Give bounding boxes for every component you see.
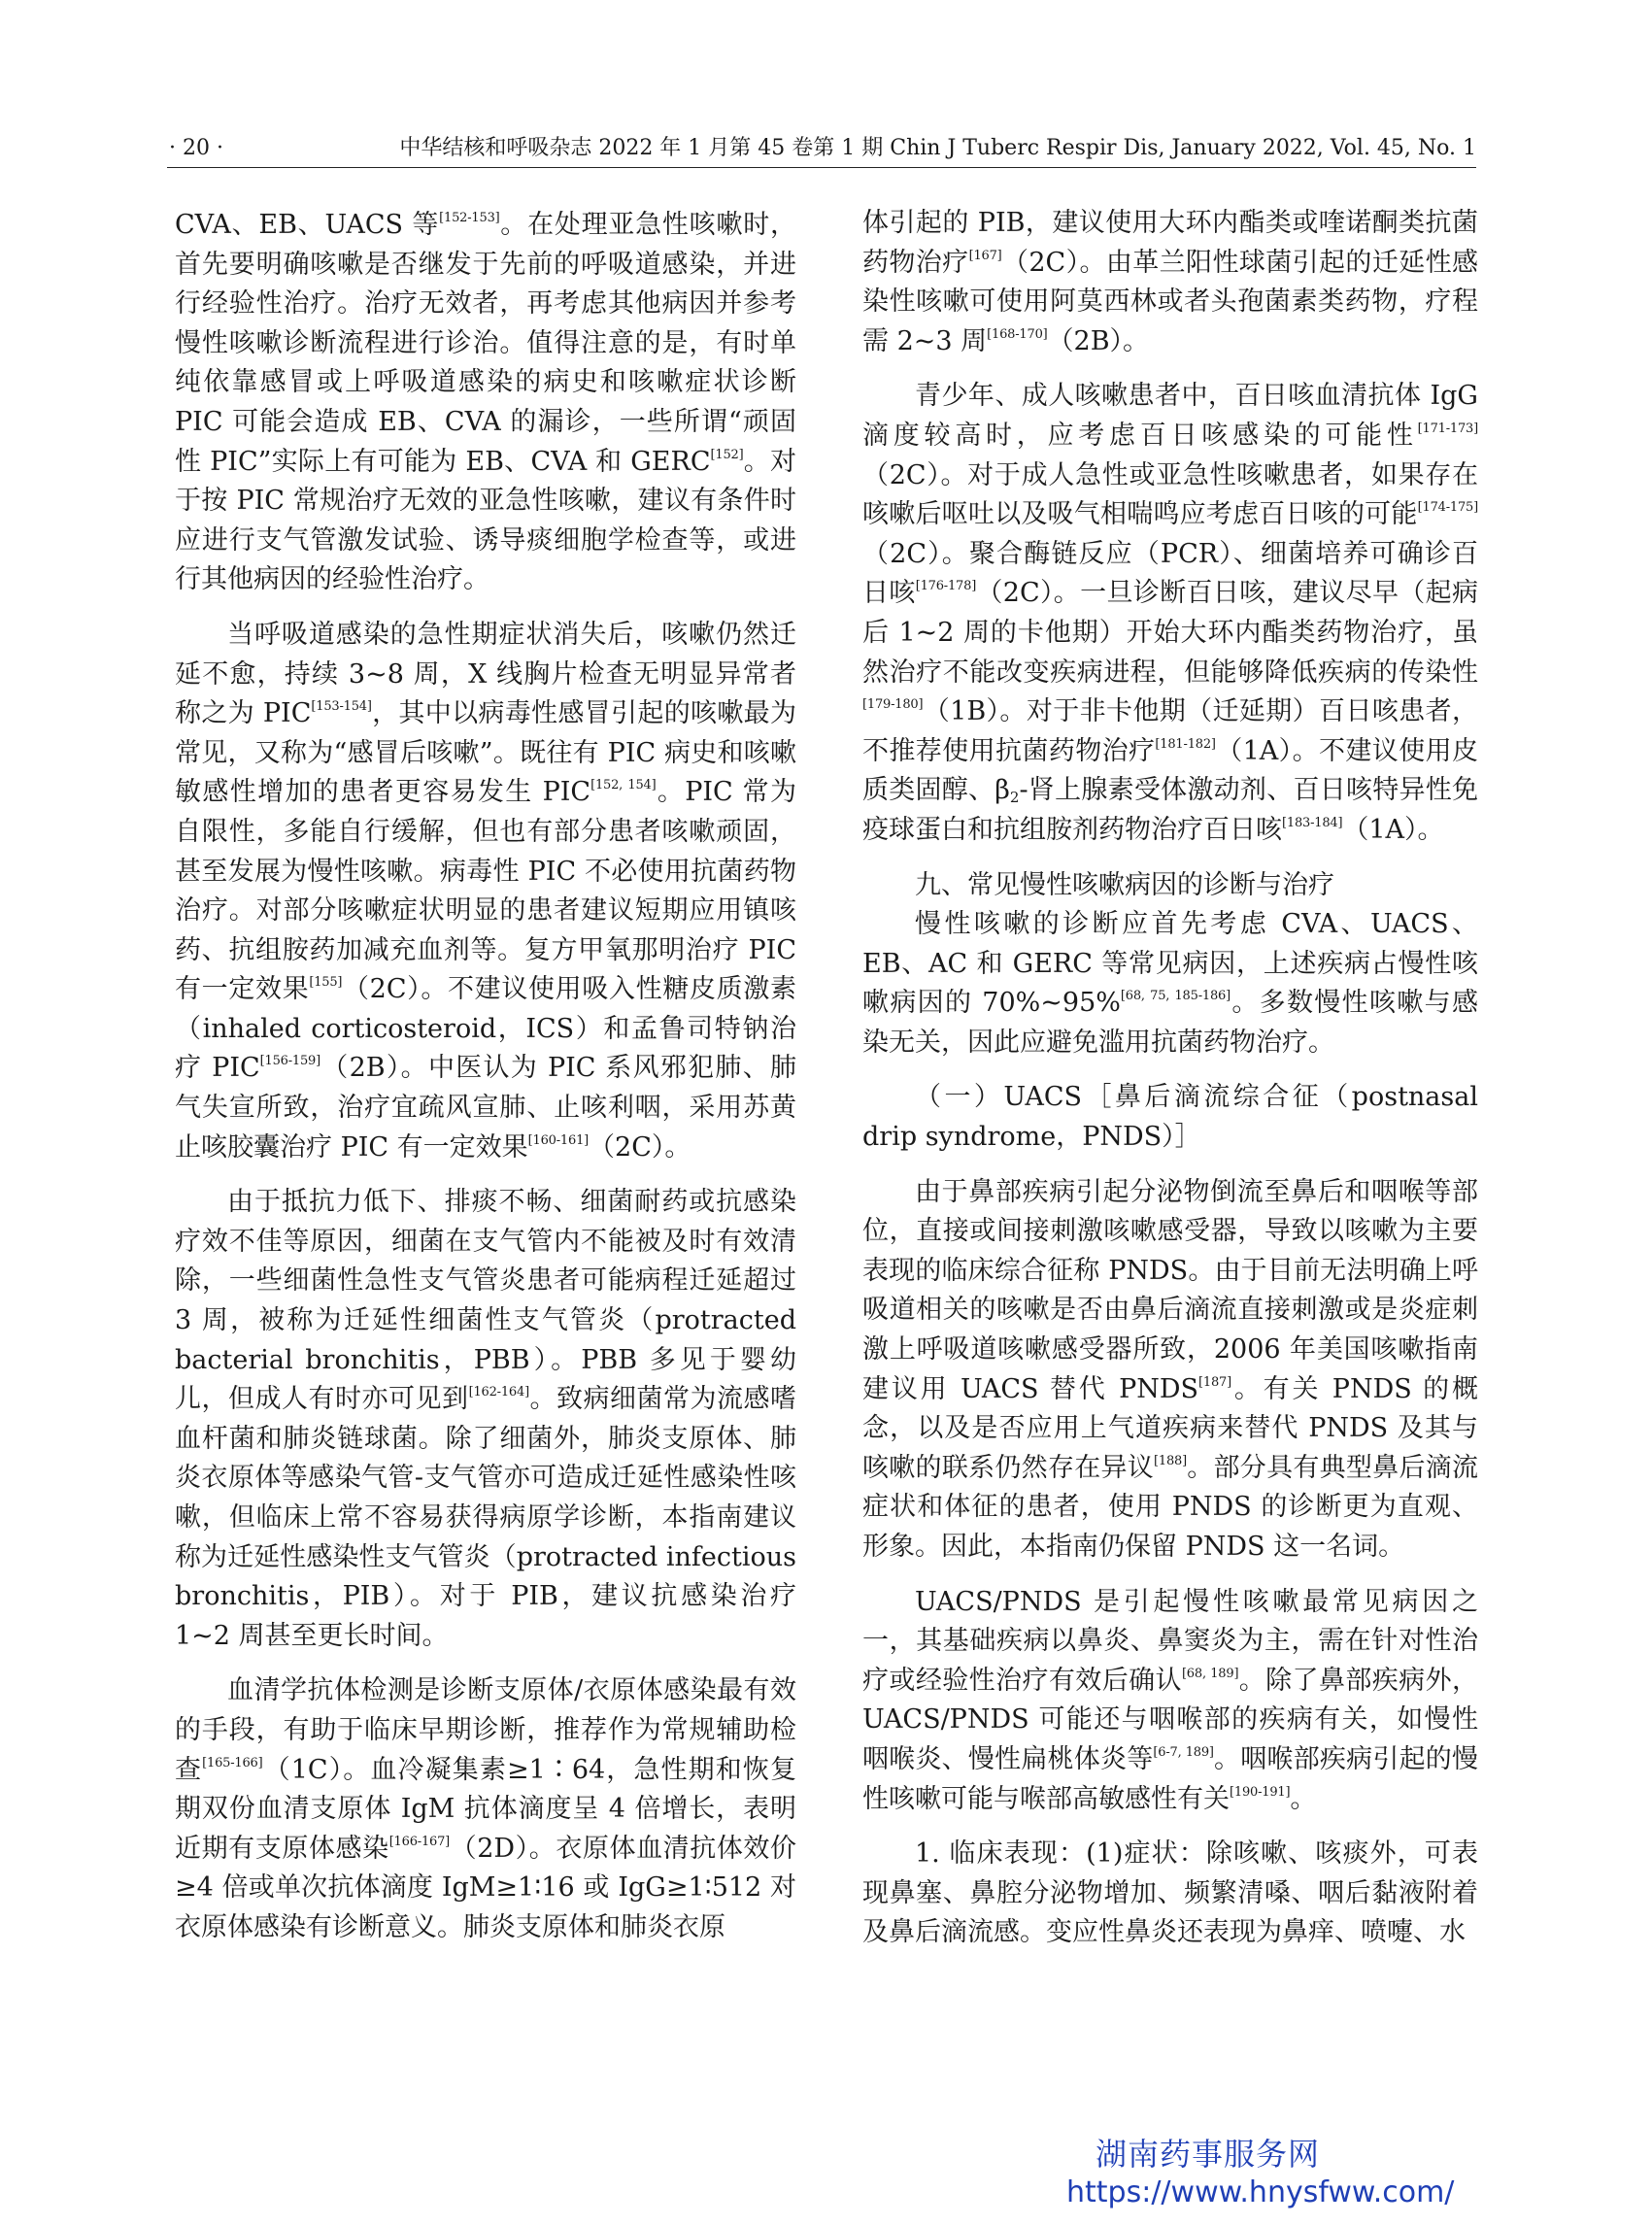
citation-ref: [166-167] (388, 1834, 451, 1849)
citation-ref: [153-154] (311, 699, 372, 715)
body-text: （1A）。 (1342, 814, 1444, 845)
citation-ref: [174-175] (1417, 500, 1478, 516)
paragraph (862, 866, 1478, 906)
body-text: （1B）。对于非卡他期（迁延期）百日咳患者，不推荐使用抗菌药物治疗 (862, 696, 1478, 766)
body-text: （2C）。聚合酶链反应（PCR）、细菌培养可确诊百日咳 (862, 538, 1478, 609)
body-text: 慢性咳嗽的诊断应首先考虑 CVA、UACS、EB、AC 和 GERC 等常见病因，上述疾病占慢性咳嗽病因的 70%~95% (862, 909, 1478, 1019)
body-text: （1C）。血冷凝集素≥1∶64，急性期和恢复期双份血清支原体 IgM 抗体滴度呈 4 倍增长，表明近期有支原体感染 (175, 1754, 797, 1864)
body-text: 当呼吸道感染的急性期症状消失后，咳嗽仍然迁延不愈，持续 3~8 周，X 线胸片检查无明显异常者称之为 PIC (175, 619, 796, 729)
body-text: （1A）。不建议使用皮质类固醇、β (862, 735, 1478, 806)
watermark-site-name: 湖南药事服务网 (1096, 2136, 1321, 2173)
journal-citation: 中华结核和呼吸杂志 2022 年 1 月第 45 卷第 1 期 Chin J Tuberc Respir Dis, January 2022, Vol. 45, No. 1 (399, 136, 1476, 160)
citation-ref: [68, 75, 185-186] (1120, 989, 1231, 1004)
citation-ref: [165-166] (202, 1755, 263, 1770)
paragraph (175, 206, 796, 600)
paragraph (862, 377, 1478, 850)
page-number: · 20 · (169, 136, 223, 160)
watermark-url: https://www.hnysfww.com/ (1066, 2175, 1455, 2209)
body-text: （2C）。不建议使用吸入性糖皮质激素（inhaled corticosteroid，ICS）和孟鲁司特钠治疗 PIC (175, 974, 796, 1084)
body-text: 由于鼻部疾病引起分泌物倒流至鼻后和咽喉等部位，直接或间接刺激咳嗽感受器，导致以咳嗽为主要表现的临床综合征称 PNDS。由于目前无法明确上呼吸道相关的咳嗽是否由鼻后滴流直接刺激或是炎症刺激上呼吸道咳嗽感受器所致，2006 年美国咳嗽指南建议用 UACS 替代 PNDS (862, 1176, 1478, 1404)
citation-ref: [171-173] (1417, 421, 1478, 436)
body-text: UACS/PNDS 是引起慢性咳嗽最常见病因之一，其基础疾病以鼻炎、鼻窦炎为主，需在针对性治疗或经验性治疗有效后确认 (862, 1586, 1478, 1696)
body-text: （一）UACS［鼻后滴流综合征（postnasal drip syndrome，PNDS）］ (862, 1082, 1478, 1153)
body-text: （2C）。对于成人急性或亚急性咳嗽患者，如果存在咳嗽后呕吐以及吸气相喘鸣应考虑百日咳的可能 (862, 459, 1478, 530)
subscript: 2 (1009, 789, 1020, 807)
citation-ref: [152-153] (439, 211, 500, 225)
body-text: 。有关 PNDS 的概念，以及是否应用上气道疾病来替代 PNDS 及其与咳嗽的联系仍然存在异议 (862, 1373, 1478, 1483)
body-text: 。致病细菌常为流感嗜血杆菌和肺炎链球菌。除了细菌外，肺炎支原体、肺炎衣原体等感染气管-支气管亦可造成迁延性感染性咳嗽，但临床上常不容易获得病原学诊断，本指南建议称为迁延性感染性支气管炎（protracted infectious bronchitis，PIB）。对于 PIB，建议抗感染治疗 1~2 周甚至更长时间。 (175, 1384, 797, 1651)
body-text: CVA、EB、UACS 等 (175, 210, 440, 240)
body-text: （2B）。中医认为 PIC 系风邪犯肺、肺气失宣所致，治疗宜疏风宣肺、止咳利咽，采用苏黄止咳胶囊治疗 PIC 有一定效果 (175, 1053, 796, 1163)
body-text: 1. 临床表现：(1)症状：除咳嗽、咳痰外，可表现鼻塞、鼻腔分泌物增加、频繁清嗓、咽后黏液附着及鼻后滴流感。变应性鼻炎还表现为鼻痒、喷嚏、水 (862, 1838, 1478, 1948)
citation-ref: [162-164] (468, 1385, 529, 1400)
paragraph (862, 1173, 1478, 1568)
citation-ref: [168-170] (987, 326, 1048, 342)
citation-ref: [181-182] (1155, 736, 1216, 752)
body-text: -肾上腺素受体激动剂、百日咳特异性免疫球蛋白和抗组胺剂药物治疗百日咳 (862, 775, 1479, 845)
body-text: 。除了鼻部疾病外，UACS/PNDS 可能还与咽喉部的疾病有关，如慢性咽喉炎、慢性扁桃体炎等 (862, 1665, 1479, 1774)
body-text: ，其中以病毒性感冒引起的咳嗽最为常见，又称为“感冒后咳嗽”。既往有 PIC 病史和咳嗽敏感性增加的患者更容易发生 PIC (175, 698, 797, 808)
citation-ref: [152] (710, 447, 744, 462)
body-text: 。在处理亚急性咳嗽时，首先要明确咳嗽是否继发于先前的呼吸道感染，并进行经验性治疗。治疗无效者，再考虑其他病因并参考慢性咳嗽诊断流程进行诊治。值得注意的是，有时单纯依靠感冒或上呼吸道感染的病史和咳嗽症状诊断 PIC 可能会造成 EB、CVA 的漏诊，一些所谓“顽固性 PIC”实际上有可能为 EB、CVA 和 GERC (175, 210, 796, 477)
citation-ref: [155] (309, 975, 343, 991)
body-text: （2C）。一旦诊断百日咳，建议尽早（起病后 1~2 周的卡他期）开始大环内酯类药物治疗，虽然治疗不能改变疾病进程，但能够降低疾病的传染性 (862, 578, 1479, 688)
body-text: 。对于按 PIC 常规治疗无效的亚急性咳嗽，建议有条件时应进行支气管激发试验、诱导痰细胞学检查等，或进行其他病因的经验性治疗。 (175, 446, 796, 595)
body-text: 。部分具有典型鼻后滴流症状和体征的患者，使用 PNDS 的诊断更为直观、形象。因此，本指南仍保留 PNDS 这一名词。 (862, 1452, 1478, 1562)
citation-ref: [160-161] (527, 1132, 590, 1148)
body-text: 。咽喉部疾病引起的慢性咳嗽可能与喉部高敏感性有关 (862, 1743, 1479, 1814)
watermark (1066, 2135, 1523, 2212)
paragraph (862, 1583, 1478, 1820)
citation-ref: [176-178] (915, 579, 977, 594)
citation-ref: [167] (968, 248, 1002, 263)
body-text: 。PIC 常为自限性，多能自行缓解，但也有部分患者咳嗽顽固，甚至发展为慢性咳嗽。病毒性 PIC 不必使用抗菌药物治疗。对部分咳嗽症状明显的患者建议短期应用镇咳药、抗组胺药加减充血剂等。复方甲氧那明治疗 PIC 有一定效果 (175, 777, 797, 1005)
page-header (167, 134, 1476, 168)
citation-ref: [179-180] (862, 697, 924, 713)
citation-ref: [152, 154] (590, 778, 657, 793)
body-text: （2C）。 (589, 1131, 691, 1163)
body-text: 由于抵抗力低下、排痰不畅、细菌耐药或抗感染疗效不佳等原因，细菌在支气管内不能被及时有效清除，一些细菌性急性支气管炎患者可能病程迁延超过 3 周，被称为迁延性细菌性支气管炎（protracted bacterial bronchitis，PBB）。PBB 多见于婴幼儿，但成人有时亦可见到 (175, 1187, 796, 1415)
body-text: （2B）。 (1047, 325, 1150, 356)
body-text: 血清学抗体检测是诊断支原体/衣原体感染最有效的手段，有助于临床早期诊断，推荐作为常规辅助检查 (175, 1675, 796, 1785)
body-text: 青少年、成人咳嗽患者中，百日咳血清抗体 IgG 滴度较高时，应考虑百日咳感染的可能性 (862, 381, 1478, 451)
citation-ref: [187] (1198, 1374, 1231, 1390)
citation-ref: [68, 189] (1181, 1666, 1239, 1681)
body-text: 体引起的 PIB，建议使用大环内酯类或喹诺酮类抗菌药物治疗 (862, 208, 1478, 278)
citation-ref: [6-7, 189] (1153, 1744, 1214, 1760)
body-text: （2C）。由革兰阳性球菌引起的迁延性感染性咳嗽可使用阿莫西林或者头孢菌素类药物，疗程需 2~3 周 (862, 247, 1479, 356)
body-text: 九、常见慢性咳嗽病因的诊断与治疗 (915, 869, 1334, 900)
citation-ref: [190-191] (1230, 1784, 1291, 1800)
paragraph (862, 204, 1478, 361)
paragraph (862, 905, 1478, 1062)
paragraph (862, 1078, 1478, 1157)
citation-ref: [183-184] (1282, 815, 1343, 830)
citation-ref: [188] (1154, 1453, 1187, 1468)
paragraph (175, 1183, 796, 1656)
body-text: 。多数慢性咳嗽与感染无关，因此应避免滥用抗菌药物治疗。 (862, 988, 1479, 1058)
citation-ref: [156-159] (259, 1054, 321, 1069)
left-column (175, 206, 796, 1948)
body-text: （2D）。衣原体血清抗体效价≥4 倍或单次抗体滴度 IgM≥1∶16 或 IgG≥1∶512 对衣原体感染有诊断意义。肺炎支原体和肺炎衣原 (175, 1833, 797, 1942)
body-text: 。 (1290, 1783, 1317, 1814)
right-column (862, 204, 1478, 1953)
paragraph (175, 616, 796, 1167)
paragraph (862, 1835, 1478, 1953)
paragraph (175, 1671, 796, 1947)
